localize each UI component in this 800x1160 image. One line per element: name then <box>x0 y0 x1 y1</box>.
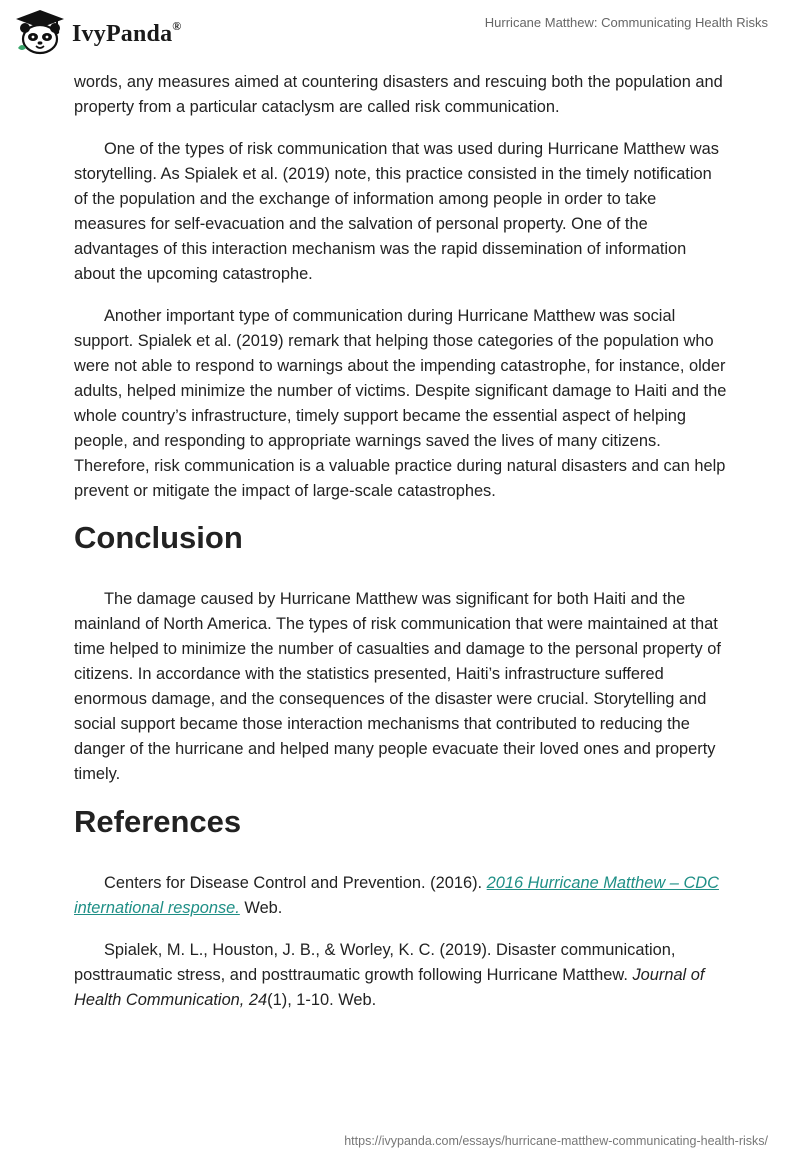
conclusion-heading: Conclusion <box>74 520 243 555</box>
reference-spialek-prefix: Spialek, M. L., Houston, J. B., & Worley, K. C. (2019). Disaster communication, posttraumatic stress, and posttraumatic growth following Hurricane Matthew. <box>74 941 676 984</box>
registered-mark: ® <box>172 18 182 33</box>
reference-spialek <box>74 938 728 1013</box>
logo-wordmark: IvyPanda® <box>72 18 182 47</box>
reference-cdc <box>74 871 728 921</box>
references-heading: References <box>74 804 242 839</box>
paragraph-social-support: Another important type of communication during Hurricane Matthew was social support. Spialek et al. (2019) remark that helping those categories of the population who were not able to respond to warnings about the impending catastrophe, for instance, older adults, helped minimize the number of victims. Despite significant damage to Haiti and the whole country’s infrastructure, timely support became the essential aspect of helping people, and responding to appropriate warnings saved the lives of many citizens. Therefore, risk communication is a valuable practice during natural disasters and can help prevent or mitigate the impact of large-scale catastrophes. <box>74 307 727 500</box>
reference-cdc-suffix: Web. <box>239 899 283 917</box>
footer-source-url[interactable]: https://ivypanda.com/essays/hurricane-matthew-communicating-health-risks/ <box>344 1134 768 1148</box>
panda-graduate-icon <box>14 8 66 56</box>
reference-spialek-suffix: (1), 1-10. Web. <box>267 991 377 1009</box>
conclusion-paragraph: The damage caused by Hurricane Matthew was significant for both Haiti and the mainland of North America. The types of risk communication that were maintained at that time helped to minimize the number of casualties and damage to the personal property of citizens. In accordance with the statistics presented, Haiti’s infrastructure suffered enormous damage, and the consequences of the disaster were crucial. Storytelling and social support became those interaction mechanisms that contributed to reducing the danger of the hurricane and helped many people evacuate their loved ones and property timely. <box>74 590 721 783</box>
running-title: Hurricane Matthew: Communicating Health Risks <box>484 15 768 30</box>
essay-body <box>74 70 728 1030</box>
reference-cdc-prefix: Centers for Disease Control and Prevention. (2016). <box>104 874 487 892</box>
paragraph-continuation: words, any measures aimed at countering disasters and rescuing both the population and property from a particular cataclysm are called risk communication. <box>74 73 723 116</box>
cdc-response-link[interactable]: 2016 Hurricane Matthew – CDC international response. <box>74 874 719 917</box>
page-header <box>0 0 800 70</box>
references-section <box>74 805 728 1013</box>
reference-spialek-journal: Journal of Health Communication, 24 <box>74 966 705 1009</box>
ivypanda-logo[interactable] <box>14 8 181 56</box>
paragraph-storytelling: One of the types of risk communication that was used during Hurricane Matthew was storytelling. As Spialek et al. (2019) note, this practice consisted in the timely notification of the population and the exchange of information among people in order to take measures for self-evacuation and the salvation of personal property. One of the advantages of this interaction mechanism was the rapid dissemination of information about the upcoming catastrophe. <box>74 140 719 283</box>
